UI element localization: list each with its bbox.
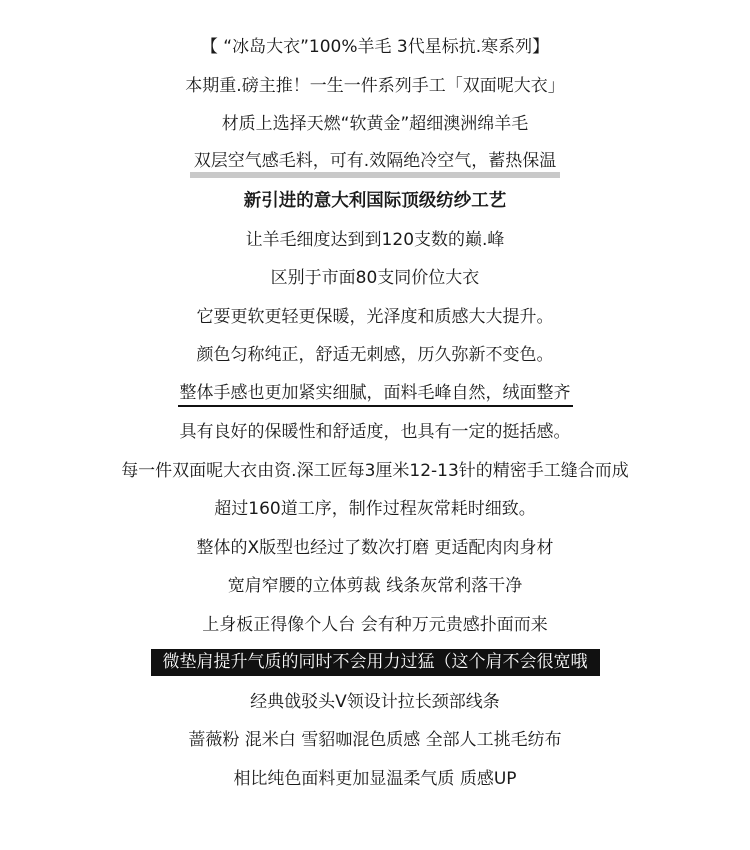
body-text: 它要更软更轻更保暖，光泽度和质感大大提升。: [196, 306, 554, 327]
body-text: 经典戗驳头V领设计拉长颈部线条: [250, 691, 500, 712]
text-line: [0, 34, 750, 73]
body-text: 超过160道工序，制作过程灰常耗时细致。: [214, 499, 536, 519]
body-text: 每一件双面呢大衣由资.深工匠每3厘米12-13针的精密手工缝合而成: [121, 460, 629, 481]
body-text: 整体的X版型也经过了数次打磨 更适配肉肉身材: [196, 537, 554, 558]
text-line: [0, 535, 750, 574]
text-line: [0, 689, 750, 728]
text-line: [0, 342, 750, 381]
highlight-banner: 微垫肩提升气质的同时不会用力过猛（这个肩不会很宽哦: [151, 649, 600, 676]
text-line: [0, 496, 750, 535]
highlighted-text: 双层空气感毛料，可有.效隔绝冷空气，蓄热保温: [190, 150, 560, 178]
text-line: [0, 150, 750, 189]
series-title: 【 “冰岛大衣”100%羊毛 3代星标抗.寒系列】: [200, 37, 550, 57]
text-line: [0, 265, 750, 304]
body-text: 宽肩窄腰的立体剪裁 线条灰常利落干净: [227, 576, 523, 596]
text-line: [0, 111, 750, 150]
text-line: [0, 650, 750, 689]
text-line: [0, 227, 750, 266]
text-line: [0, 73, 750, 112]
text-line: [0, 612, 750, 651]
headline-text: 本期重.磅主推！一生一件系列手工「双面呢大衣」: [185, 75, 565, 96]
text-line: [0, 381, 750, 420]
body-text: 让羊毛细度达到到120支数的巅.峰: [245, 229, 505, 250]
material-text: 材质上选择天燃“软黄金”超细澳洲绵羊毛: [221, 114, 529, 134]
bold-heading: 新引进的意大利国际顶级纺纱工艺: [243, 191, 507, 211]
body-text: 具有良好的保暖性和舒适度，也具有一定的挺括感。: [179, 422, 571, 442]
body-text: 上身板正得像个人台 会有种万元贵感扑面而来: [202, 614, 548, 635]
body-text: 相比纯色面料更加显温柔气质 质感UP: [233, 768, 517, 789]
underlined-text: 整体手感也更加紧实细腻，面料毛峰自然，绒面整齐: [178, 381, 573, 407]
text-line: [0, 188, 750, 227]
text-line: [0, 766, 750, 805]
body-text: 颜色匀称纯正，舒适无刺感，历久弥新不变色。: [196, 345, 554, 365]
body-text: 区别于市面80支同价位大衣: [270, 268, 480, 288]
text-line: [0, 419, 750, 458]
body-text: 蔷薇粉 混米白 雪貂咖混色质感 全部人工挑毛纺布: [188, 730, 562, 750]
text-line: [0, 573, 750, 612]
text-line: [0, 304, 750, 343]
text-line: [0, 458, 750, 497]
text-line: [0, 727, 750, 766]
